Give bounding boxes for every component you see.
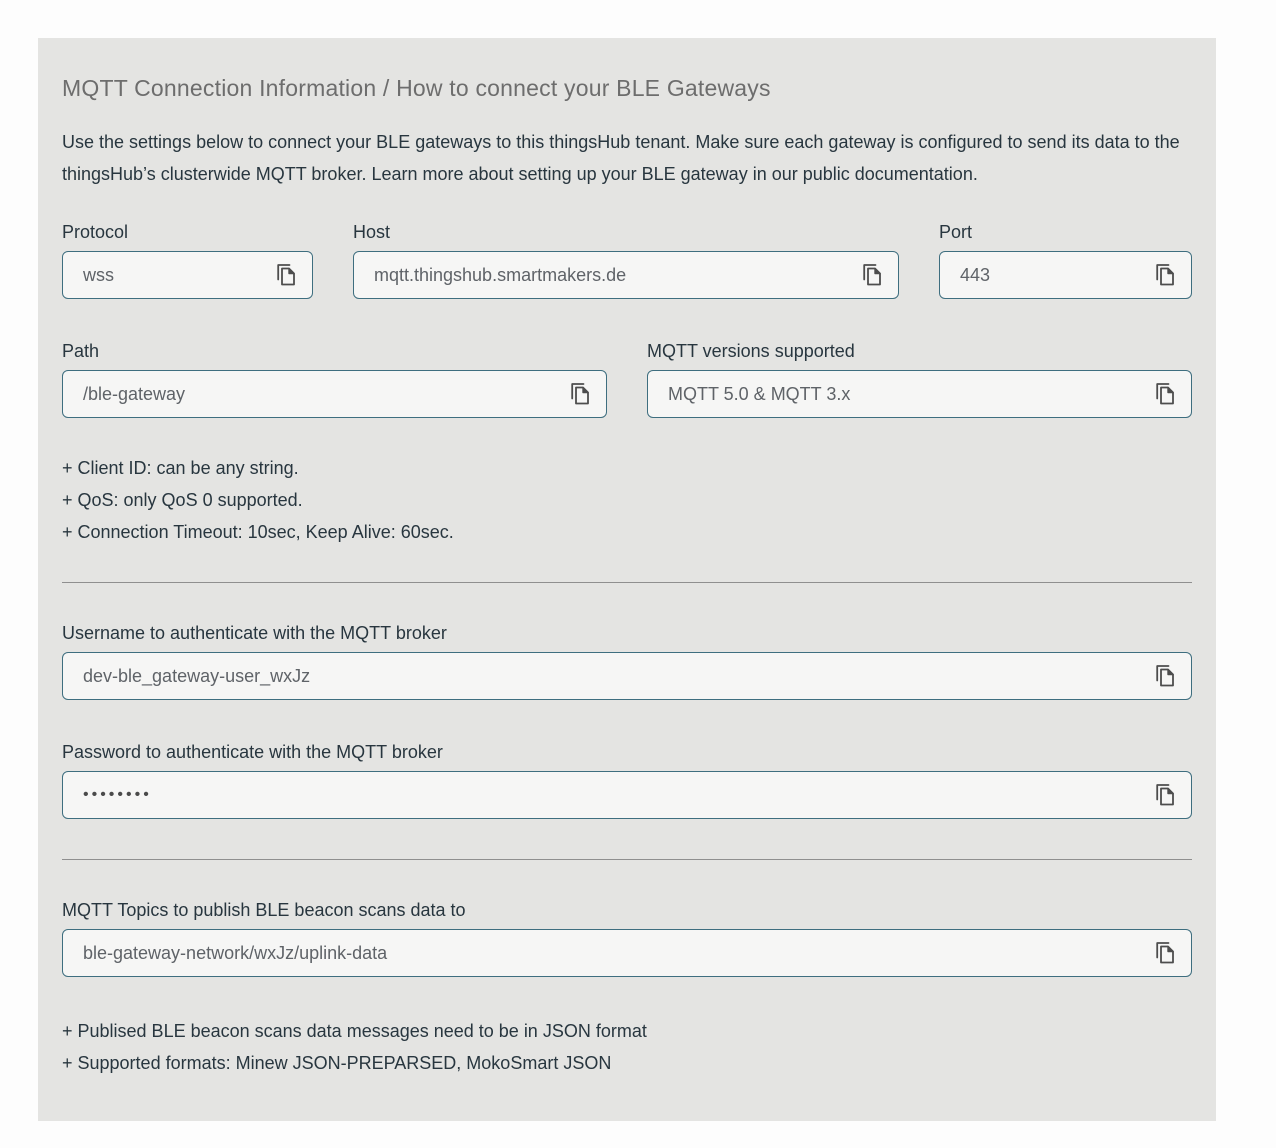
protocol-label: Protocol (62, 222, 129, 242)
path-field (62, 339, 607, 418)
copy-port-button[interactable] (1150, 261, 1178, 289)
divider (62, 582, 1192, 583)
port-label: Port (939, 222, 973, 242)
mqtt-topics-input[interactable] (62, 929, 1192, 977)
copy-icon (569, 382, 590, 406)
copy-mqtt-topics-button[interactable] (1150, 939, 1178, 967)
password-input[interactable] (62, 771, 1192, 819)
copy-icon (1154, 783, 1175, 807)
connection-fields-row-1 (62, 220, 1192, 299)
note-supported-formats: + Supported formats: Minew JSON-PREPARSED, MokoSmart JSON (62, 1053, 612, 1073)
username-label: Username to authenticate with the MQTT broker (62, 623, 447, 643)
copy-icon (1154, 263, 1175, 287)
note-json-format: + Publised BLE beacon scans data messages need to be in JSON format (62, 1021, 647, 1041)
protocol-field (62, 220, 313, 299)
copy-mqtt-versions-button[interactable] (1150, 380, 1178, 408)
page-title: MQTT Connection Information / How to connect your BLE Gateways (62, 75, 771, 101)
path-label: Path (62, 341, 100, 361)
copy-username-button[interactable] (1150, 662, 1178, 690)
username-input[interactable] (62, 652, 1192, 700)
connection-notes-list (62, 452, 1192, 548)
topics-notes-list (62, 1015, 1192, 1079)
note-client-id: + Client ID: can be any string. (62, 458, 299, 478)
password-label: Password to authenticate with the MQTT broker (62, 742, 443, 762)
copy-icon (1154, 382, 1175, 406)
description-text: Use the settings below to connect your BLE gateways to this thingsHub tenant. Make sure each gateway is configured to send its data to the thingsHub’s clusterwide MQTT broker. Learn more about setting up your BLE gateway in our public documentation. (62, 132, 1180, 184)
mqtt-versions-label: MQTT versions supported (647, 341, 855, 361)
copy-icon (275, 263, 296, 287)
mqtt-connection-card (38, 38, 1216, 1121)
mqtt-topics-label: MQTT Topics to publish BLE beacon scans data to (62, 900, 466, 920)
copy-icon (1154, 941, 1175, 965)
note-timeout: + Connection Timeout: 10sec, Keep Alive: 60sec. (62, 522, 454, 542)
password-field (62, 740, 1192, 819)
username-field (62, 621, 1192, 700)
copy-host-button[interactable] (857, 261, 885, 289)
connection-fields-row-2 (62, 339, 1192, 418)
mqtt-versions-input[interactable] (647, 370, 1192, 418)
copy-path-button[interactable] (565, 380, 593, 408)
host-field (353, 220, 899, 299)
port-field (939, 220, 1192, 299)
divider (62, 859, 1192, 860)
mqtt-versions-field (647, 339, 1192, 418)
path-input[interactable] (62, 370, 607, 418)
copy-protocol-button[interactable] (271, 261, 299, 289)
copy-icon (861, 263, 882, 287)
mqtt-topics-field (62, 898, 1192, 977)
copy-icon (1154, 664, 1175, 688)
host-label: Host (353, 222, 391, 242)
note-qos: + QoS: only QoS 0 supported. (62, 490, 303, 510)
copy-password-button[interactable] (1150, 781, 1178, 809)
host-input[interactable] (353, 251, 899, 299)
